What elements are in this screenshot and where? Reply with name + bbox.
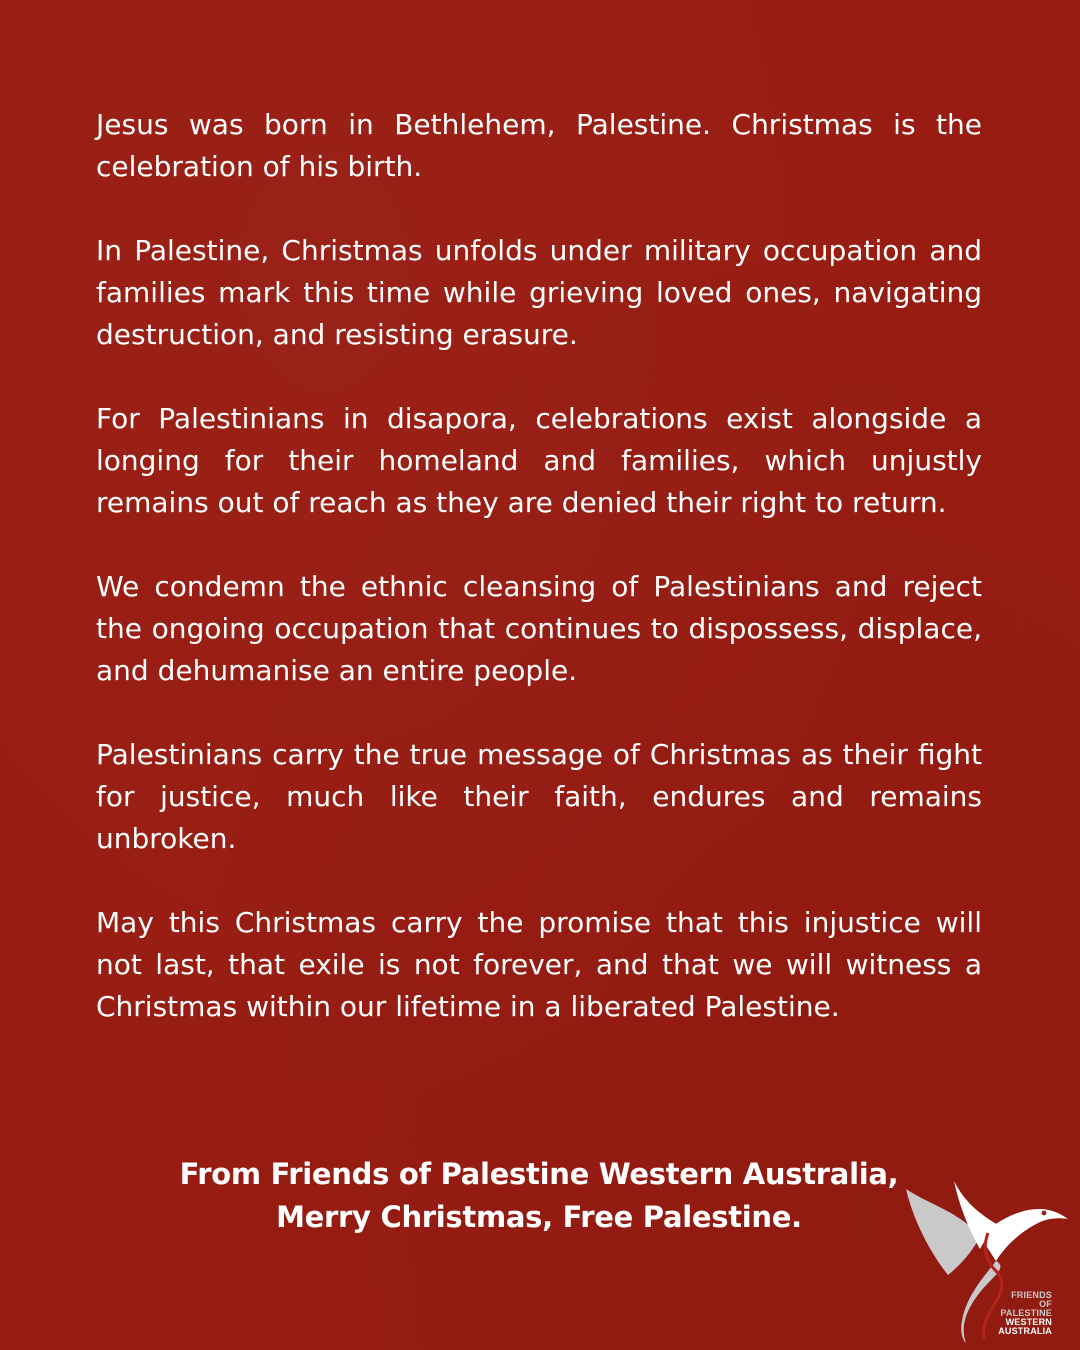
organization-logo [900,1175,1072,1345]
paragraph-occupation: In Palestine, Christmas unfolds under military occupation and families mark this time while grieving loved ones, navigating destruction, and resisting erasure. [96,234,982,351]
paragraph-bethlehem: Jesus was born in Bethlehem, Palestine. Christmas is the celebration of his birth. [96,108,982,183]
paragraph-true-message: Palestinians carry the true message of Christmas as their fight for justice, much like their faith, endures and remains unbroken. [96,738,982,855]
paragraph-promise: May this Christmas carry the promise that this injustice will not last, that exile is not forever, and that we will witness a Christmas within our lifetime in a liberated Palestine. [96,906,982,1023]
signoff-line-1: From Friends of Palestine Western Australia, [179,1157,899,1191]
statement-body [96,104,982,1070]
logo-text-line-4: AUSTRALIA [998,1326,1052,1336]
signoff [96,1153,982,1239]
logo-text-line-3: WESTERN [1005,1317,1052,1327]
logo-text-line-2: PALESTINE [1000,1308,1052,1318]
logo-wordmark [996,1291,1052,1336]
logo-text-line-1: FRIENDS OF [1011,1290,1052,1309]
paragraph-condemn: We condemn the ethnic cleansing of Palestinians and reject the ongoing occupation that continues to dispossess, displace, and dehumanise an entire people. [96,570,982,687]
signoff-line-2: Merry Christmas, Free Palestine. [276,1200,802,1234]
paragraph-diaspora: For Palestinians in disapora, celebrations exist alongside a longing for their homeland and families, which unjustly remains out of reach as they are denied their right to return. [96,402,982,519]
